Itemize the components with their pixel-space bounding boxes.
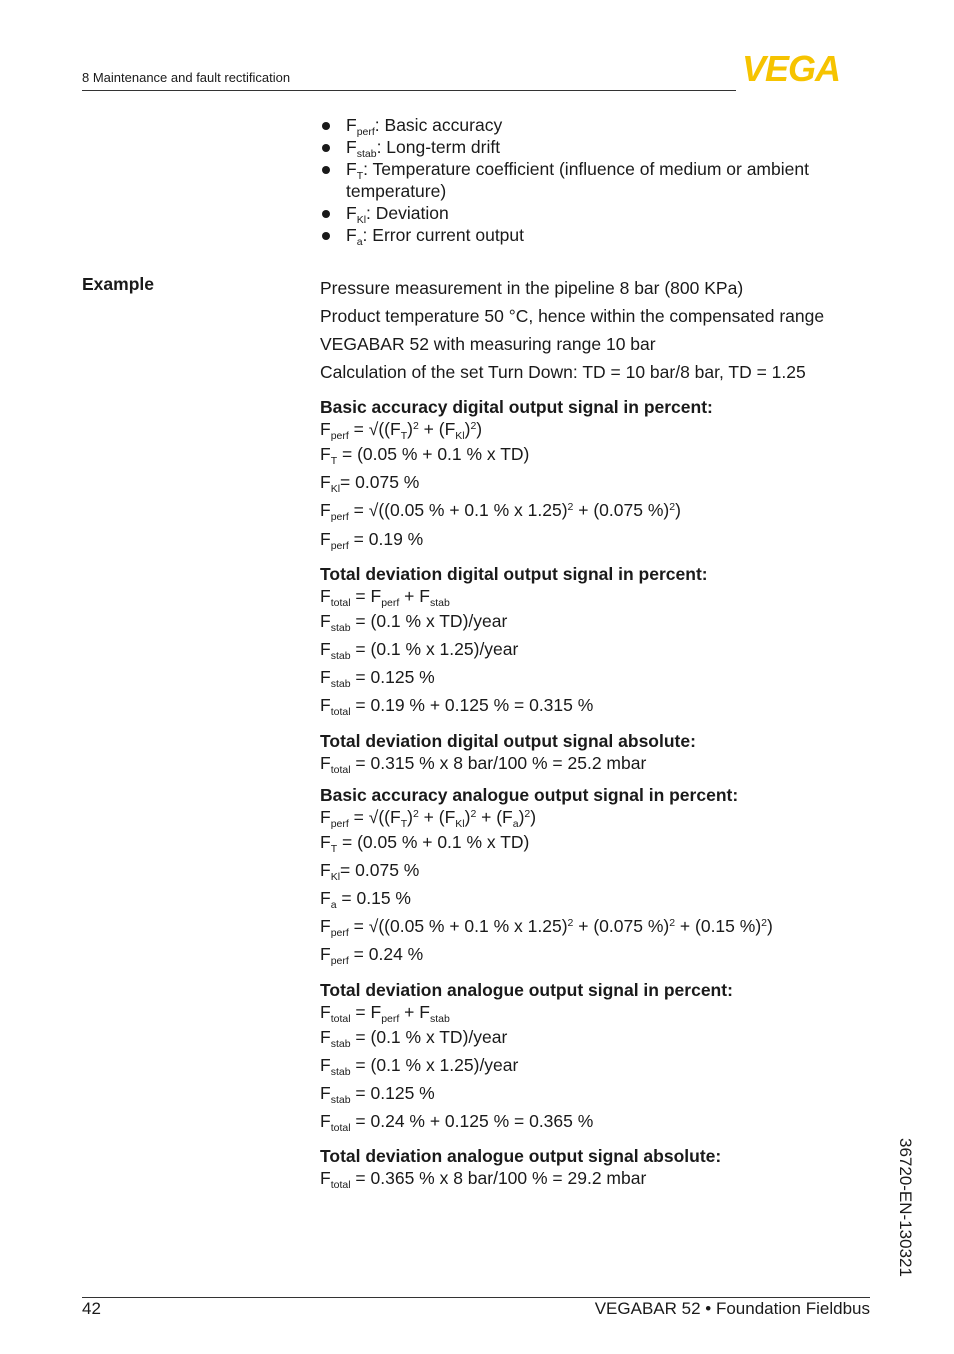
formula-text: : Deviation bbox=[366, 203, 449, 223]
formula-text: ) bbox=[407, 806, 413, 827]
intro-line: VEGABAR 52 with measuring range 10 bar bbox=[320, 334, 656, 354]
formula-text: = (0.05 % + 0.1 % x TD) bbox=[337, 444, 530, 464]
formula-text: F bbox=[346, 203, 357, 223]
superscript: 2 bbox=[412, 807, 419, 820]
formula-text: F bbox=[320, 419, 331, 439]
section-title: Total deviation analogue output signal absolute: bbox=[320, 1146, 722, 1167]
formula-text: F bbox=[320, 831, 331, 852]
formula-line bbox=[320, 635, 880, 663]
subscript: total bbox=[330, 706, 351, 719]
subscript: stab bbox=[330, 1065, 351, 1078]
formula-text: = 0.365 % x 8 bar/100 % = 29.2 mbar bbox=[350, 1168, 647, 1189]
formula-text: = 0.24 % + 0.125 % = 0.365 % bbox=[350, 1111, 594, 1132]
formula-line bbox=[320, 418, 880, 440]
formula-line bbox=[320, 607, 880, 635]
formula-text: + (F bbox=[476, 806, 513, 827]
section-title: Basic accuracy digital output signal in percent: bbox=[320, 397, 713, 417]
formula-text: ) bbox=[407, 419, 413, 439]
formula-line bbox=[320, 940, 880, 968]
subscript: Kl bbox=[330, 870, 341, 883]
formula-text: F bbox=[320, 944, 331, 965]
section-title: Basic accuracy analogue output signal in percent: bbox=[320, 784, 739, 805]
formula-text: = (0.1 % x TD)/year bbox=[350, 1026, 508, 1047]
bullet-item bbox=[320, 158, 860, 202]
formula-text: = √((F bbox=[348, 419, 401, 439]
formula-text: F bbox=[320, 1054, 331, 1075]
formula-text: : Long-term drift bbox=[376, 137, 501, 157]
formula-text: + (0.075 %) bbox=[573, 500, 670, 521]
formula-text: ) bbox=[675, 500, 681, 521]
formula-text: F bbox=[346, 225, 357, 245]
formula-text: F bbox=[320, 500, 331, 521]
formula-text: ) bbox=[530, 806, 537, 827]
calculation-section bbox=[320, 396, 880, 553]
subscript: T bbox=[330, 455, 338, 467]
formula-text: F bbox=[320, 1026, 331, 1047]
formula-line bbox=[320, 912, 880, 940]
subscript: a bbox=[330, 899, 337, 912]
formula-line bbox=[320, 468, 880, 496]
formula-line bbox=[320, 496, 880, 524]
formula-line bbox=[320, 585, 880, 607]
formula-text: = 0.19 % bbox=[348, 528, 424, 549]
formula-text: F bbox=[320, 916, 331, 937]
header-section-title: 8 Maintenance and fault rectification bbox=[82, 70, 291, 85]
formula-text: + (F bbox=[418, 806, 456, 827]
formula-text: F bbox=[320, 528, 331, 549]
subscript: stab bbox=[330, 650, 351, 663]
subscript: stab bbox=[429, 1012, 450, 1025]
formula-text: = 0.075 % bbox=[340, 472, 420, 493]
formula-text: = 0.125 % bbox=[350, 667, 435, 688]
formula-text: ) bbox=[767, 916, 773, 937]
subscript: T bbox=[356, 170, 364, 182]
bullet-list bbox=[320, 114, 860, 246]
formula-text: = 0.24 % bbox=[348, 944, 424, 965]
formula-text: = (0.05 % + 0.1 % x TD) bbox=[337, 831, 530, 852]
section-title: Total deviation digital output signal absolute: bbox=[320, 730, 696, 751]
subscript: stab bbox=[429, 596, 450, 609]
logo-text: VEGA bbox=[742, 52, 841, 84]
formula-text: = (0.1 % x TD)/year bbox=[350, 610, 508, 631]
subscript: total bbox=[330, 1012, 351, 1025]
example-intro bbox=[320, 274, 880, 386]
intro-line: Product temperature 50 °C, hence within the compensated range bbox=[320, 306, 825, 326]
intro-line: Calculation of the set Turn Down: TD = 10 bar/8 bar, TD = 1.25 bbox=[320, 362, 806, 382]
subscript: perf bbox=[330, 511, 349, 524]
header-divider bbox=[82, 90, 736, 91]
subscript: total bbox=[330, 1179, 351, 1192]
formula-text: + (F bbox=[418, 419, 456, 439]
superscript: 2 bbox=[524, 807, 531, 820]
formula-text: = 0.315 % x 8 bar/100 % = 25.2 mbar bbox=[350, 752, 647, 773]
calculation-section bbox=[320, 730, 880, 774]
subscript: perf bbox=[330, 927, 349, 940]
subscript: perf bbox=[356, 126, 375, 138]
subscript: Kl bbox=[330, 483, 341, 496]
formula-text: F bbox=[320, 444, 331, 464]
formula-text: F bbox=[320, 610, 331, 631]
formula-line bbox=[320, 1001, 880, 1023]
subscript: T bbox=[400, 430, 408, 442]
formula-text: F bbox=[320, 1001, 331, 1022]
bullet-item bbox=[320, 202, 860, 224]
formula-text: = 0.19 % + 0.125 % = 0.315 % bbox=[350, 695, 594, 716]
formula-text: : Error current output bbox=[362, 225, 525, 245]
formula-text: F bbox=[320, 667, 331, 688]
formula-text: F bbox=[346, 137, 357, 157]
example-content bbox=[320, 274, 880, 1192]
subscript: Kl bbox=[455, 817, 465, 830]
subscript: stab bbox=[356, 148, 377, 160]
formula-line bbox=[320, 828, 880, 856]
subscript: total bbox=[330, 1122, 351, 1135]
formula-text: + (0.15 %) bbox=[675, 916, 762, 937]
formula-text: + (0.075 %) bbox=[573, 916, 670, 937]
formula-text: F bbox=[320, 859, 331, 880]
subscript: perf bbox=[330, 817, 349, 830]
formula-text: F bbox=[320, 1111, 331, 1132]
subscript: a bbox=[512, 817, 519, 830]
formula-text: F bbox=[320, 585, 331, 606]
superscript: 2 bbox=[669, 501, 676, 514]
footer-divider bbox=[82, 1297, 870, 1298]
subscript: total bbox=[330, 763, 351, 776]
superscript: 2 bbox=[669, 917, 676, 930]
formula-line bbox=[320, 1051, 880, 1079]
subscript: stab bbox=[330, 621, 351, 634]
formula-line bbox=[320, 1023, 880, 1051]
calculation-section bbox=[320, 979, 880, 1136]
formula-text: F bbox=[320, 752, 331, 773]
formula-text: = F bbox=[350, 1001, 382, 1022]
subscript: Kl bbox=[455, 430, 465, 442]
formula-text: = F bbox=[350, 585, 382, 606]
bullet-item bbox=[320, 114, 860, 136]
section-title: Total deviation analogue output signal in percent: bbox=[320, 979, 733, 1000]
formula-text: F bbox=[320, 472, 331, 493]
subscript: perf bbox=[381, 1012, 400, 1025]
formula-text: F bbox=[320, 806, 331, 827]
subscript: perf bbox=[381, 596, 400, 609]
subscript: perf bbox=[330, 430, 349, 442]
formula-line bbox=[320, 1079, 880, 1107]
footer-document-title: VEGABAR 52 • Foundation Fieldbus bbox=[594, 1299, 870, 1318]
formula-text: + F bbox=[399, 1001, 430, 1022]
formula-line bbox=[320, 1107, 880, 1135]
page-number: 42 bbox=[82, 1299, 101, 1318]
formula-text: ) bbox=[464, 419, 471, 439]
formula-text: = √((F bbox=[348, 806, 401, 827]
calculation-section bbox=[320, 1145, 880, 1192]
formula-text: + F bbox=[399, 585, 430, 606]
formula-line bbox=[320, 663, 880, 691]
formula-text: = 0.075 % bbox=[340, 859, 420, 880]
subscript: Kl bbox=[356, 214, 367, 226]
subscript: stab bbox=[330, 678, 351, 691]
formula-text: ) bbox=[518, 806, 525, 827]
formula-line bbox=[320, 884, 880, 912]
formula-text: ) bbox=[476, 419, 483, 439]
calculation-section bbox=[320, 784, 880, 969]
section-title: Total deviation digital output signal in percent: bbox=[320, 563, 708, 584]
formula-text: F bbox=[320, 695, 331, 716]
formula-line bbox=[320, 806, 880, 828]
formula-text: = √((0.05 % + 0.1 % x 1.25) bbox=[348, 500, 568, 521]
formula-text: = √((0.05 % + 0.1 % x 1.25) bbox=[348, 916, 568, 937]
formula-line bbox=[320, 1167, 880, 1192]
subscript: T bbox=[400, 817, 408, 830]
formula-text: : Temperature coefficient (influence of medium or ambient temperature) bbox=[346, 159, 809, 201]
formula-text: = 0.125 % bbox=[350, 1083, 435, 1104]
vega-logo bbox=[742, 52, 872, 84]
subscript: perf bbox=[330, 539, 349, 552]
formula-text: = 0.15 % bbox=[336, 888, 411, 909]
subscript: stab bbox=[330, 1094, 351, 1107]
formula-line bbox=[320, 440, 880, 468]
superscript: 2 bbox=[412, 420, 419, 432]
formula-text: : Basic accuracy bbox=[374, 115, 503, 135]
superscript: 2 bbox=[470, 807, 477, 820]
subscript: total bbox=[330, 596, 351, 609]
formula-line bbox=[320, 752, 880, 774]
superscript: 2 bbox=[567, 501, 574, 514]
superscript: 2 bbox=[567, 917, 574, 930]
calculation-section bbox=[320, 563, 880, 720]
intro-line: Pressure measurement in the pipeline 8 bar (800 KPa) bbox=[320, 278, 744, 298]
formula-text: = (0.1 % x 1.25)/year bbox=[350, 1054, 519, 1075]
document-code: 36720-EN-130321 bbox=[896, 1138, 915, 1277]
formula-text: F bbox=[346, 115, 357, 135]
subscript: a bbox=[356, 236, 363, 248]
formula-line bbox=[320, 691, 880, 719]
subscript: stab bbox=[330, 1037, 351, 1050]
formula-line bbox=[320, 525, 880, 553]
calculation-sections bbox=[320, 396, 880, 1192]
bullet-item bbox=[320, 136, 860, 158]
formula-text: F bbox=[320, 1168, 331, 1189]
subscript: T bbox=[330, 842, 338, 855]
formula-text: = (0.1 % x 1.25)/year bbox=[350, 639, 519, 660]
subscript: perf bbox=[330, 955, 349, 968]
superscript: 2 bbox=[761, 917, 767, 930]
formula-text: F bbox=[320, 888, 331, 909]
formula-text: F bbox=[320, 1083, 331, 1104]
bullet-item bbox=[320, 224, 860, 246]
formula-text: F bbox=[346, 159, 357, 179]
example-label: Example bbox=[82, 274, 154, 294]
formula-text: F bbox=[320, 639, 331, 660]
superscript: 2 bbox=[470, 420, 477, 432]
formula-text: ) bbox=[464, 806, 471, 827]
formula-line bbox=[320, 856, 880, 884]
